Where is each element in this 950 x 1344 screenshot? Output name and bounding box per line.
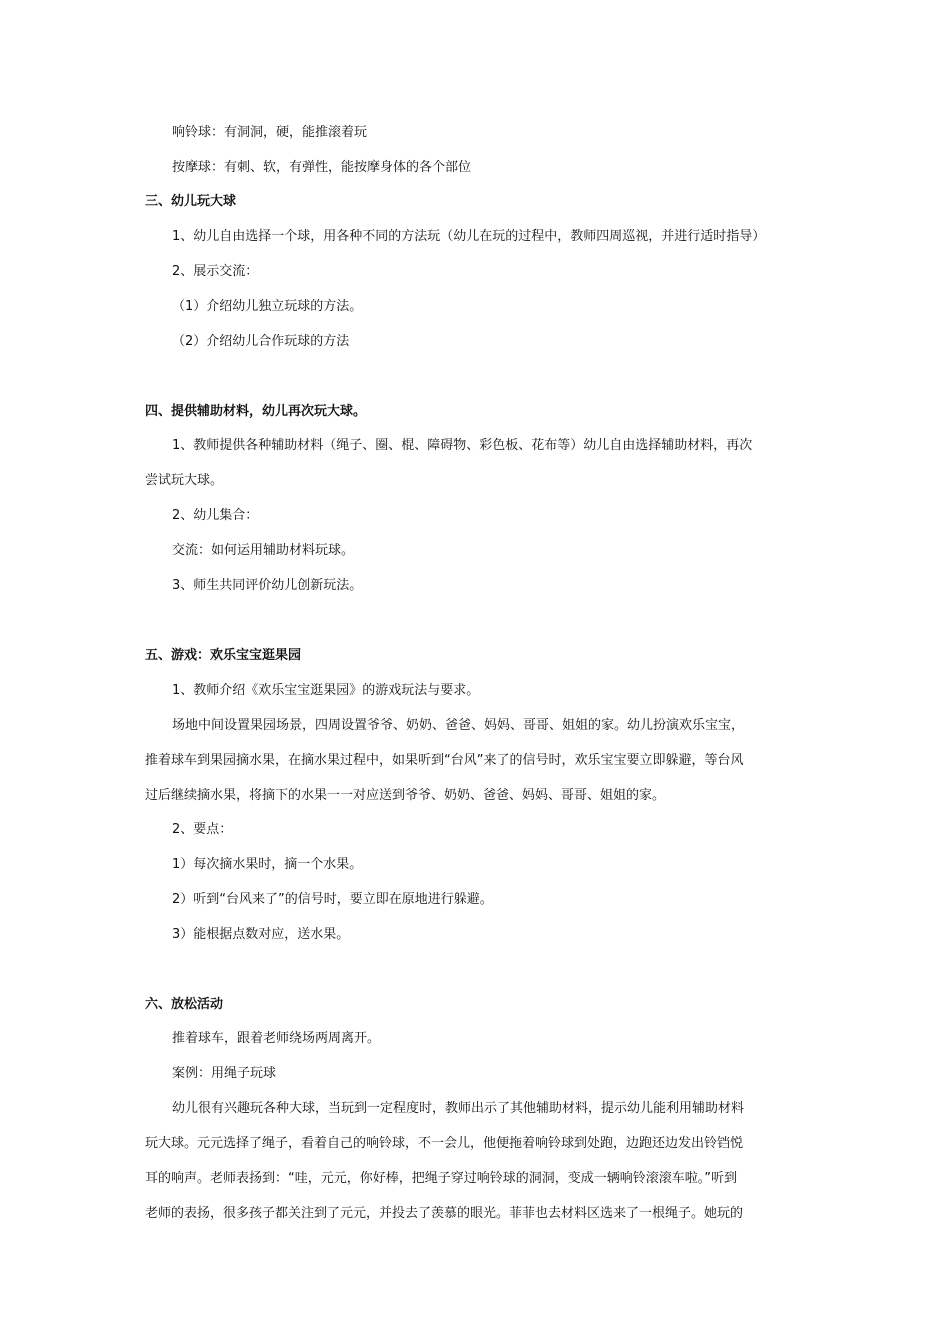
- text-line: （1）介绍幼儿独立玩球的方法。: [172, 299, 363, 314]
- text-line: 按摩球：有刺、软，有弹性，能按摩身体的各个部位: [172, 160, 472, 175]
- text-line: 1）每次摘水果时，摘一个水果。: [172, 857, 363, 872]
- section-heading: 四、提供辅助材料，幼儿再次玩大球。: [145, 404, 367, 419]
- section-heading: 五、游戏：欢乐宝宝逛果园: [145, 648, 302, 663]
- text-line: 3）能根据点数对应，送水果。: [172, 927, 350, 942]
- text-line: 2、展示交流：: [172, 264, 259, 279]
- section-heading: 六、放松活动: [145, 997, 224, 1012]
- text-line: 2、要点：: [172, 822, 233, 837]
- text-line: 过后继续摘水果，将摘下的水果一一对应送到爷爷、奶奶、爸爸、妈妈、哥哥、姐姐的家。: [145, 788, 666, 803]
- text-line: 1、幼儿自由选择一个球，用各种不同的方法玩（幼儿在玩的过程中，教师四周巡视，并进行适时指导）: [172, 229, 766, 244]
- text-line: （2）介绍幼儿合作玩球的方法: [172, 334, 350, 349]
- text-line: 推着球车，跟着老师绕场两周离开。: [172, 1031, 381, 1046]
- text-line: 2）听到“台风来了”的信号时，要立即在原地进行躲避。: [172, 892, 493, 907]
- text-line: 玩大球。元元选择了绳子，看着自己的响铃球，不一会儿，他便拖着响铃球到处跑，边跑还边发出铃铛悦: [145, 1136, 744, 1151]
- text-line: 耳的响声。老师表扬到：“哇，元元，你好棒，把绳子穿过响铃球的洞洞，变成一辆响铃滚滚车啦。”听到: [145, 1171, 737, 1186]
- text-line: 尝试玩大球。: [145, 473, 224, 488]
- text-line: 案例：用绳子玩球: [172, 1066, 277, 1081]
- text-line: 推着球车到果园摘水果，在摘水果过程中，如果听到“台风”来了的信号时，欢乐宝宝要立即躲避，等台风: [145, 753, 744, 768]
- text-line: 响铃球：有洞洞，硬，能推滚着玩: [172, 125, 368, 140]
- text-line: 1、教师介绍《欢乐宝宝逛果园》的游戏玩法与要求。: [172, 683, 480, 698]
- text-line: 交流：如何运用辅助材料玩球。: [172, 543, 355, 558]
- text-line: 3、师生共同评价幼儿创新玩法。: [172, 578, 363, 593]
- text-line: 2、幼儿集合：: [172, 508, 259, 523]
- section-heading: 三、幼儿玩大球: [145, 194, 237, 209]
- text-line: 场地中间设置果园场景，四周设置爷爷、奶奶、爸爸、妈妈、哥哥、姐姐的家。幼儿扮演欢乐宝宝，: [172, 718, 745, 733]
- text-line: 幼儿很有兴趣玩各种大球，当玩到一定程度时，教师出示了其他辅助材料，提示幼儿能利用辅助材料: [172, 1101, 745, 1116]
- text-line: 老师的表扬，很多孩子都关注到了元元，并投去了羡慕的眼光。菲菲也去材料区选来了一根绳子。她玩的: [145, 1206, 744, 1221]
- text-line: 1、教师提供各种辅助材料（绳子、圈、棍、障碍物、彩色板、花布等）幼儿自由选择辅助材料，再次: [172, 438, 753, 453]
